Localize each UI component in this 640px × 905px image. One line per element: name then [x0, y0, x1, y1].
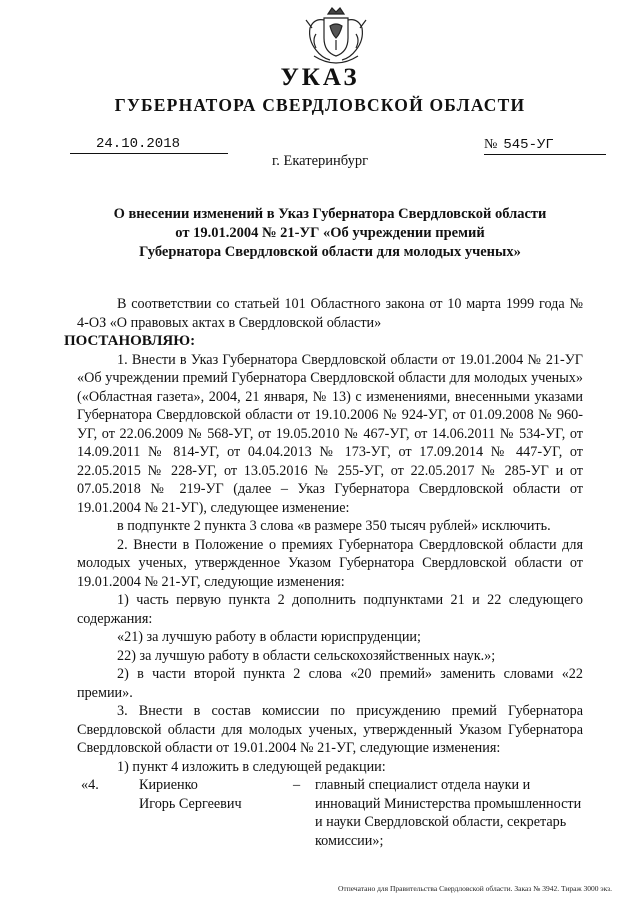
- intro-paragraph: В соответствии со статьей 101 Областного закона от 10 марта 1999 года № 4-ОЗ «О правовых актах в Свердловской области»: [77, 296, 583, 331]
- entry-dash: –: [293, 777, 301, 793]
- paragraph-2: 2. Внести в Положение о премиях Губернатора Свердловской области для молодых ученых, утвержденное Указом Губернатора Свердловской области от 19.01.2004 № 21-УГ, следующие изменения:: [77, 536, 583, 590]
- member-position: главный специалист отдела науки и инноваций Министерства промышленности и науки Свердловской области, секретарь комиссии»;: [315, 777, 582, 849]
- decree-title-line: О внесении изменений в Указ Губернатора Свердловской области: [113, 206, 547, 222]
- document-type-title: УКАЗ: [280, 64, 360, 91]
- decree-title-line: Губернатора Свердловской области для молодых ученых»: [139, 244, 521, 260]
- paragraph-1-change: в подпункте 2 пункта 3 слова «в размере 350 тысяч рублей» исключить.: [117, 518, 551, 534]
- decree-body: [64, 295, 583, 852]
- paragraph-1: 1. Внести в Указ Губернатора Свердловской области от 19.01.2004 № 21-УГ «Об учреждении премий Губернатора Свердловской области для молодых ученых» («Областная газета», 2004, 21 января, № 13) с изменениями, внесенными указами Губернатора Свердловской области от 19.10.2006 № 924-УГ, от 01.09.2008 № 960-УГ, от 22.06.2009 № 568-УГ, от 19.05.2010 № 467-УГ, от 14.06.2011 № 534-УГ, от 14.09.2011 № 814-УГ, от 04.04.2013 № 173-УГ, от 17.09.2014 № 447-УГ, от 22.05.2015 № 228-УГ, от 13.05.2016 № 255-УГ, от 22.05.2017 № 285-УГ и от 07.05.2018 № 219-УГ (далее – Указ Губернатора Свердловской области от 19.01.2004 № 21-УГ), следующее изменение:: [77, 351, 583, 516]
- number-value: 545-УГ: [503, 137, 554, 153]
- paragraph-3: 3. Внести в состав комиссии по присуждению премий Губернатора Свердловской области для молодых ученых, утвержденный Указом Губернатора Свердловской области от 19.01.2004 № 21-УГ, следующие изменения:: [77, 703, 583, 756]
- city: г. Екатеринбург: [271, 153, 369, 169]
- paragraph-2-item-22: 22) за лучшую работу в области сельскохозяйственных наук.»;: [117, 647, 496, 664]
- member-name: [139, 776, 269, 813]
- print-footer: Отпечатано для Правительства Свердловской области. Заказ № 3942. Тираж 3000 экз.: [338, 884, 612, 893]
- issuer-title: ГУБЕРНАТОРА СВЕРДЛОВСКОЙ ОБЛАСТИ: [114, 95, 526, 115]
- coat-of-arms-icon: [300, 4, 372, 68]
- decree-title: [60, 205, 600, 262]
- decree-title-line: от 19.01.2004 № 21-УГ «Об учреждении премий: [175, 225, 485, 241]
- member-given-name: Игорь Сергеевич: [139, 795, 242, 812]
- commission-member-entry: [77, 776, 583, 852]
- decree-date: 24.10.2018: [70, 136, 228, 154]
- paragraph-3-item-1: 1) пункт 4 изложить в следующей редакции:: [117, 758, 386, 775]
- decree-word: ПОСТАНОВЛЯЮ:: [64, 333, 196, 349]
- paragraph-2-item-1: 1) часть первую пункта 2 дополнить подпунктами 21 и 22 следующего содержания:: [77, 592, 583, 627]
- member-surname: Кириенко: [139, 777, 198, 793]
- entry-number: «4.: [81, 777, 99, 793]
- paragraph-2-item-2: 2) в части второй пункта 2 слова «20 премий» заменить словами «22 премии».: [77, 666, 583, 701]
- number-sign: №: [484, 137, 498, 152]
- paragraph-2-item-21: «21) за лучшую работу в области юриспруденции;: [117, 629, 421, 645]
